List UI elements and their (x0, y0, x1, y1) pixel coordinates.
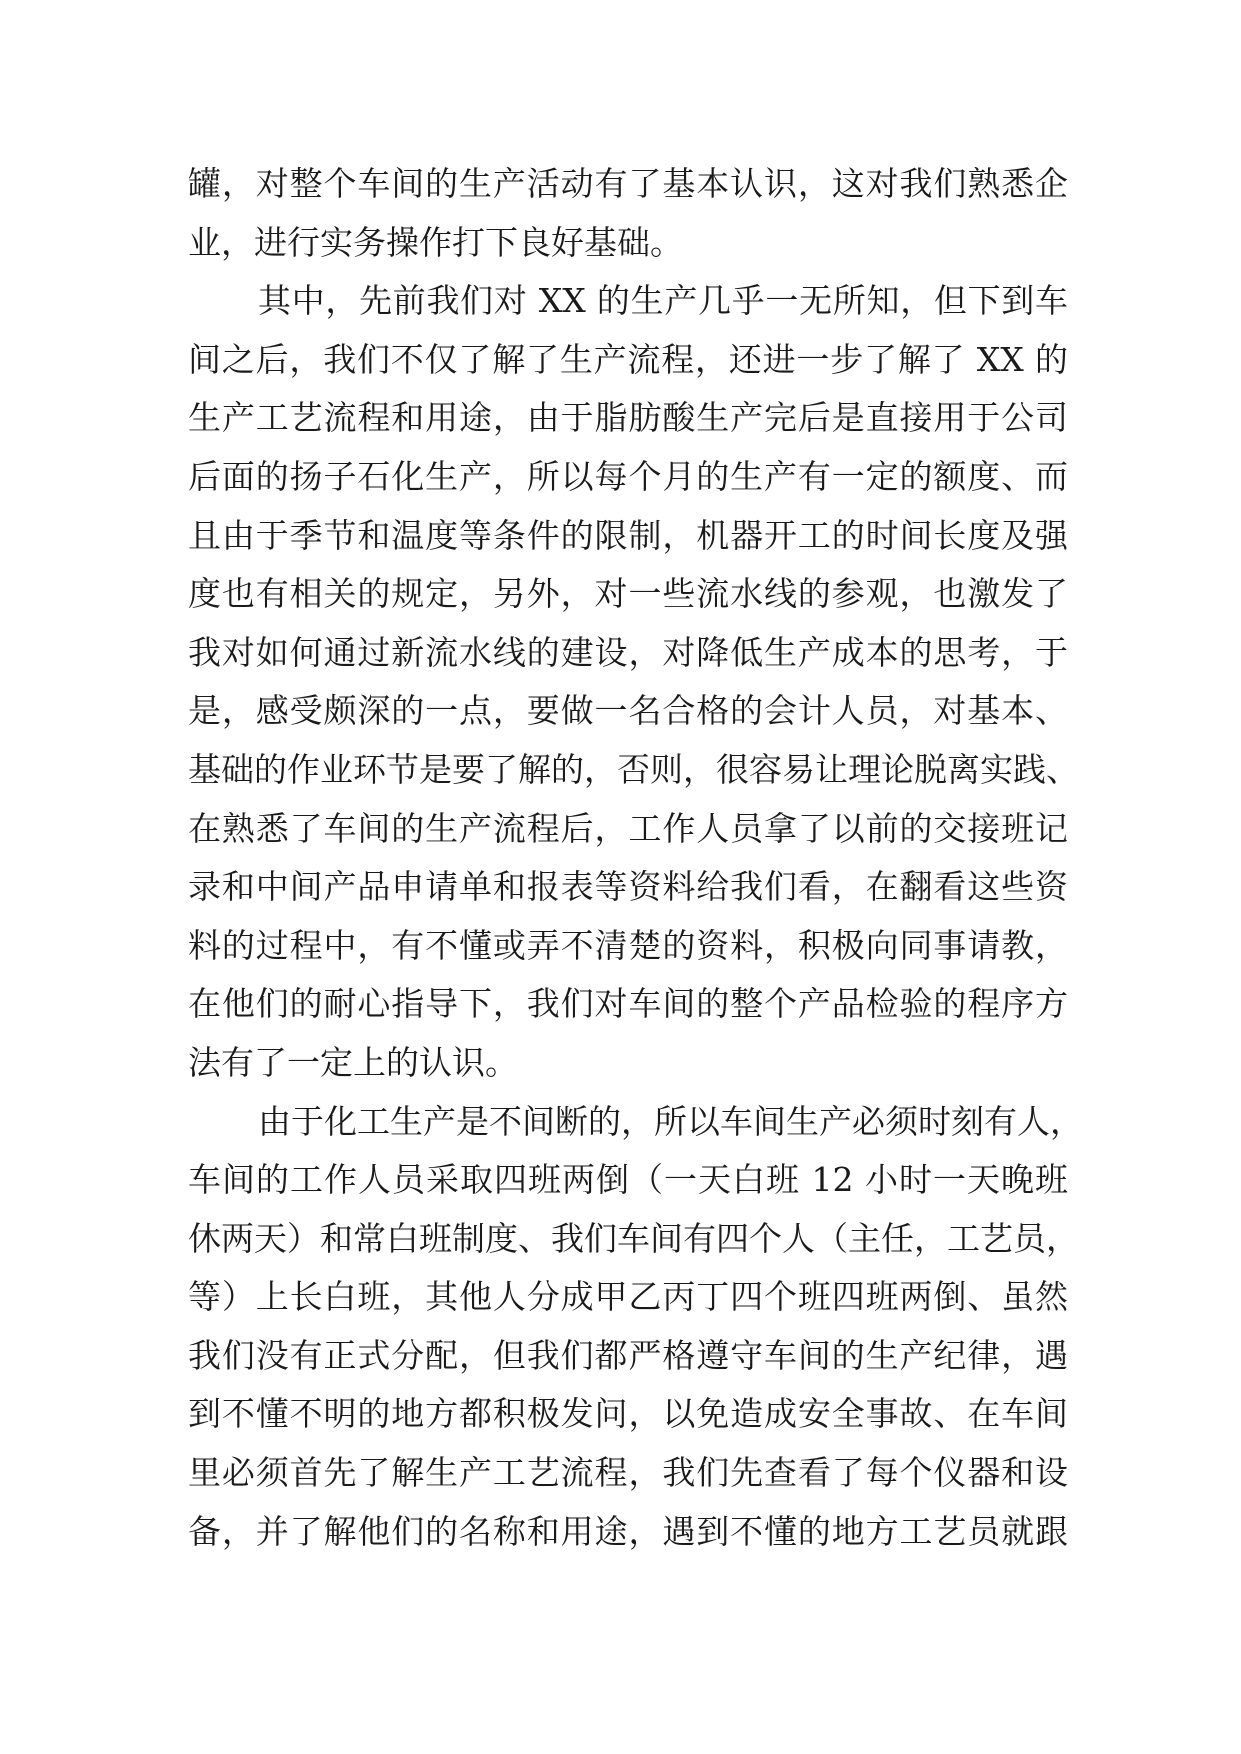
text-line: 到不懂不明的地方都积极发问，以免造成安全事故、在车间 (188, 1394, 1068, 1434)
text-line: 基础的作业环节是要了解的，否则，很容易让理论脱离实践、 (188, 749, 1079, 789)
text-line: 间之后，我们不仅了解了生产流程，还进一步了解了 XX 的 (188, 339, 1068, 379)
text-line: 业，进行实务操作打下良好基础。 (188, 222, 683, 262)
text-line: 且由于季节和温度等条件的限制，机器开工的时间长度及强 (188, 515, 1068, 555)
text-line: 我们没有正式分配，但我们都严格遵守车间的生产纪律，遇 (188, 1335, 1068, 1375)
text-line: 我对如何通过新流水线的建设，对降低生产成本的思考，于 (188, 632, 1068, 672)
text-line: 度也有相关的规定，另外，对一些流水线的参观，也激发了 (188, 574, 1068, 614)
text-line: 备，并了解他们的名称和用途，遇到不懂的地方工艺员就跟 (188, 1511, 1068, 1551)
text-line: 车间的工作人员采取四班两倒（一天白班 12 小时一天晚班 (188, 1160, 1068, 1200)
text-line: 在他们的耐心指导下，我们对车间的整个产品检验的程序方 (188, 984, 1068, 1024)
text-line: 罐，对整个车间的生产活动有了基本认识，这对我们熟悉企 (188, 164, 1068, 203)
text-line: 料的过程中，有不懂或弄不清楚的资料，积极向同事请教， (188, 925, 1068, 965)
text-line: 后面的扬子石化生产，所以每个月的生产有一定的额度、而 (188, 456, 1068, 496)
text-line: 生产工艺流程和用途，由于脂肪酸生产完后是直接用于公司 (188, 398, 1068, 438)
text-line: 休两天）和常白班制度、我们车间有四个人（主任，工艺员， (188, 1218, 1079, 1258)
text-line: 法有了一定上的认识。 (188, 1042, 518, 1082)
paragraph-first-line: 由于化工生产是不间断的，所以车间生产必须时刻有人， (258, 1101, 1083, 1141)
text-line: 是，感受颇深的一点，要做一名合格的会计人员，对基本、 (188, 691, 1068, 731)
paragraph-first-line: 其中，先前我们对 XX 的生产几乎一无所知，但下到车 (258, 281, 1068, 321)
body-text (188, 155, 1083, 1561)
text-line: 在熟悉了车间的生产流程后，工作人员拿了以前的交接班记 (188, 808, 1068, 848)
text-line: 等）上长白班，其他人分成甲乙丙丁四个班四班两倒、虽然 (188, 1277, 1068, 1317)
text-line: 里必须首先了解生产工艺流程，我们先查看了每个仪器和设 (188, 1453, 1068, 1493)
text-line: 录和中间产品申请单和报表等资料给我们看，在翻看这些资 (188, 867, 1068, 907)
